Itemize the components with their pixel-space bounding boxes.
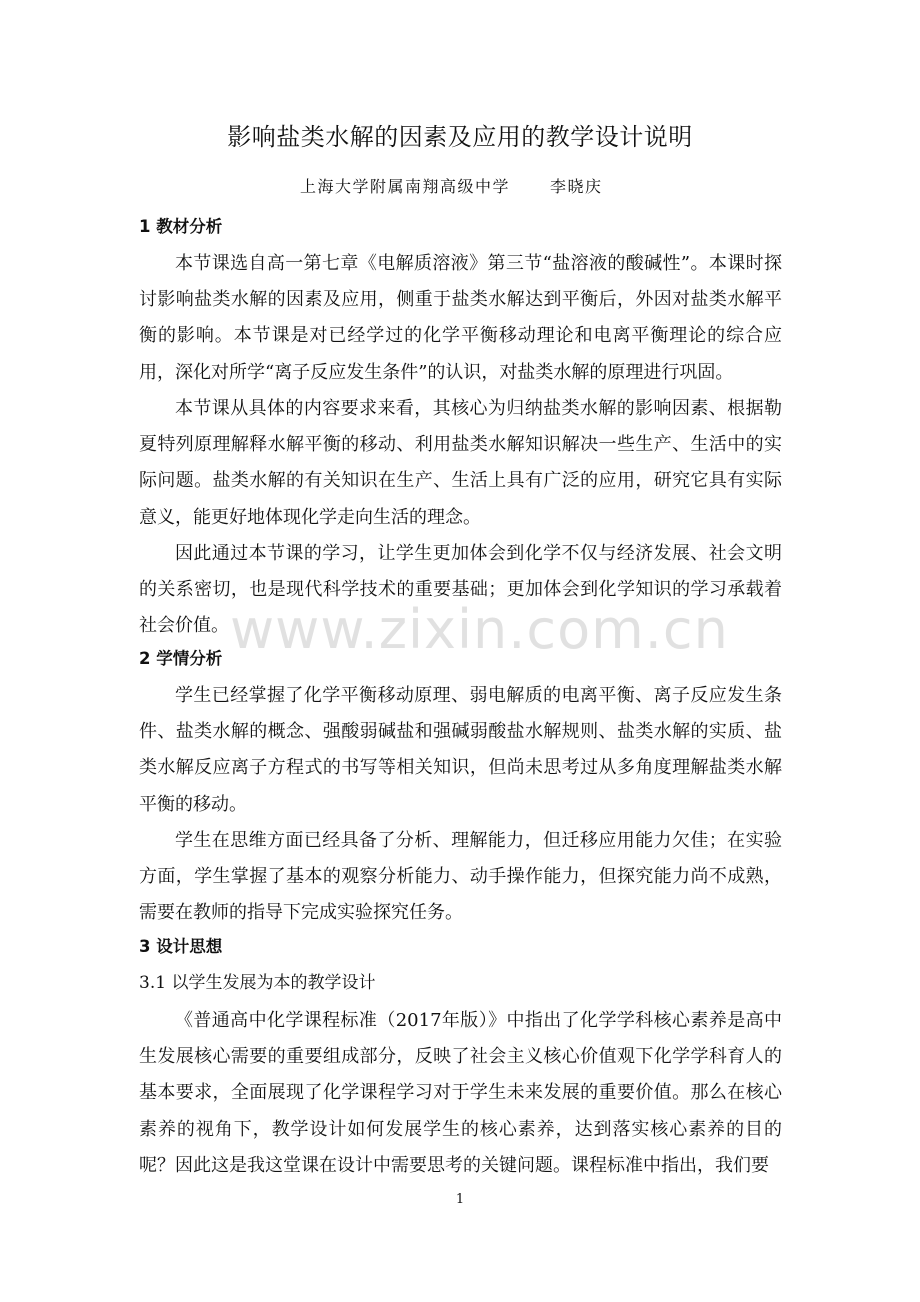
section-heading-3: 3 设计思想 xyxy=(139,937,223,956)
author-line xyxy=(300,172,603,202)
section-3-paragraph-1: 《普通高中化学课程标准（2017年版）》中指出了化学学科核心素养是高中生发展核心需要的重要组成部分，反映了社会主义核心价值观下化学学科育人的基本要求，全面展现了化学课程学习对于学生未来发展的重要价值。那么在核心素养的视角下，教学设计如何发展学生的核心素养，达到落实核心素养的目的呢？ xyxy=(139,1010,782,1176)
section-1-paragraph-1: 本节课选自高一第七章《电解质溶液》第三节“盐溶液的酸碱性”。本课时探讨影响盐类水解的因素及应用，侧重于盐类水解达到平衡后，外因对盐类水解平衡的影响。本节课是对已经学过的化学平衡移动理论和电离平衡理论的综合应用，深化对所学“离子反应发生条件”的认识，对盐类水解的原理进行巩固。 xyxy=(139,253,782,383)
section-3-paragraph-2: 因此这是我这堂课在设计中需要思考的关键问题。课程标准中指出，我们要 xyxy=(175,1155,769,1176)
section-2-paragraph-2: 学生在思维方面已经具备了分析、理解能力，但迁移应用能力欠佳；在实验方面，学生掌握了基本的观察分析能力、动手操作能力，但探究能力尚不成熟，需要在教师的指导下完成实验探究任务。 xyxy=(139,830,782,924)
section-1-paragraph-2: 本节课从具体的内容要求来看，其核心为归纳盐类水解的影响因素、根据勒夏特列原理解释水解平衡的移动、利用盐类水解知识解决一些生产、生活中的实际问题。盐类水解的有关知识在生产、生活上具有广泛的应用，研究它具有实际意义，能更好地体现化学走向生活的理念。 xyxy=(139,398,782,528)
section-3-subheading: 3.1 以学生发展为本的教学设计 xyxy=(139,973,376,993)
document-title: 影响盐类水解的因素及应用的教学设计说明 xyxy=(227,123,693,151)
section-heading-1: 1 教材分析 xyxy=(139,217,223,236)
watermark-text: www.zixin.com.cn xyxy=(230,598,729,661)
section-2-paragraph-1: 学生已经掌握了化学平衡移动原理、弱电解质的电离平衡、离子反应发生条件、盐类水解的概念、强酸弱碱盐和强碱弱酸盐水解规则、盐类水解的实质、盐类水解反应离子方程式的书写等相关知识，但尚未思考过从多角度理解盐类水解平衡的移动。 xyxy=(139,685,782,815)
page-number: 1 xyxy=(455,1192,465,1207)
author-school: 上海大学附属南翔高级中学 xyxy=(300,177,511,196)
section-1-paragraph-3: 因此通过本节课的学习，让学生更加体会到化学不仅与经济发展、社会文明的关系密切，也是现代科学技术的重要基础；更加体会到化学知识的学习承载着社会价值。 xyxy=(139,543,782,637)
author-name: 李晓庆 xyxy=(550,177,603,196)
section-heading-2: 2 学情分析 xyxy=(139,649,223,668)
